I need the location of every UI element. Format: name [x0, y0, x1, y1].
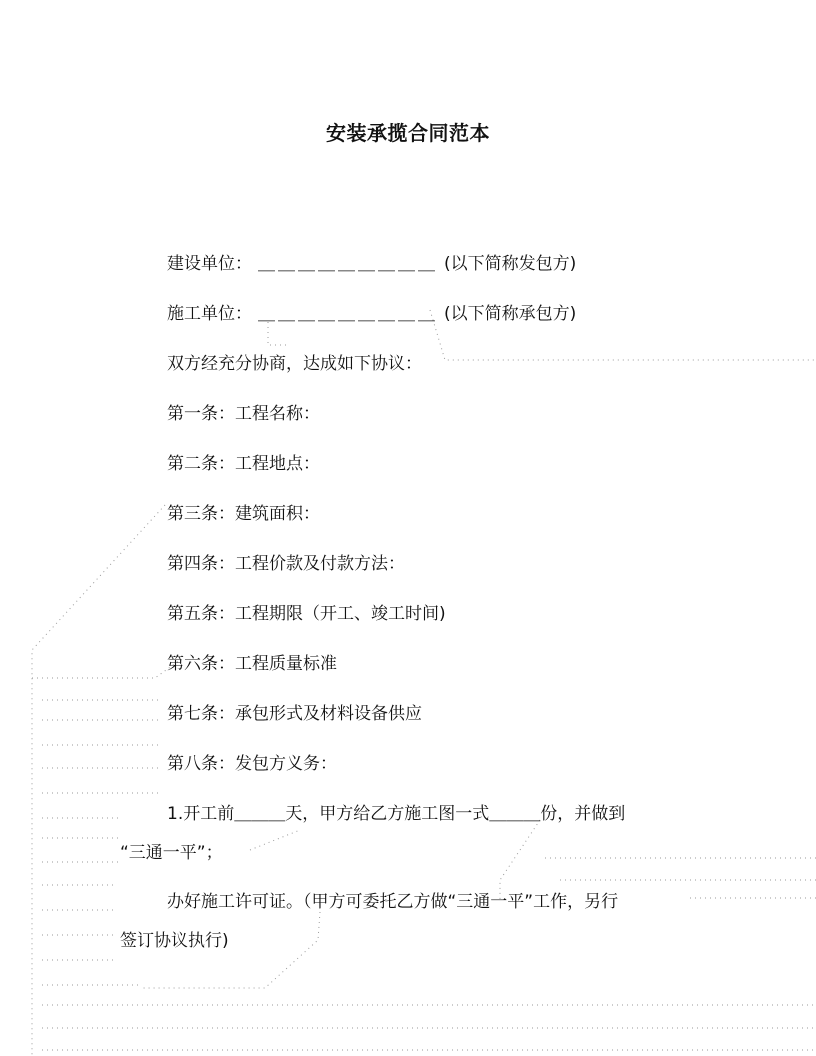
- article-4: 第四条：工程价款及付款方法：: [167, 554, 405, 574]
- dotted-line: [32, 660, 180, 678]
- article-2: 第二条：工程地点：: [167, 454, 320, 474]
- article-3: 第三条：建筑面积：: [167, 504, 320, 524]
- article-8: 第八条：发包方义务：: [167, 754, 337, 774]
- dotted-line: [500, 820, 540, 900]
- dotted-line: [250, 830, 300, 850]
- party-a-blank[interactable]: ＿＿＿＿＿＿＿＿＿: [258, 254, 438, 274]
- article-7: 第七条：承包形式及材料设备供应: [167, 704, 422, 724]
- article-1: 第一条：工程名称：: [167, 404, 320, 424]
- intro-line: 双方经充分协商，达成如下协议：: [167, 354, 422, 374]
- document-title: 安装承揽合同范本: [326, 121, 490, 145]
- clause-1-line-1: 1.开工前＿＿＿天，甲方给乙方施工图一式＿＿＿份，并做到: [167, 804, 626, 824]
- party-a-label: 建设单位：: [167, 254, 252, 274]
- clause-1-line-2: “三通一平”；: [120, 843, 223, 863]
- party-b-note: (以下简称承包方): [444, 304, 577, 324]
- party-b-line: [167, 302, 576, 326]
- article-6: 第六条：工程质量标准: [167, 654, 337, 674]
- party-a-line: [167, 252, 576, 276]
- clause-2-line-2: 签订协议执行): [120, 931, 229, 951]
- party-b-blank[interactable]: ＿＿＿＿＿＿＿＿＿: [258, 304, 438, 324]
- article-5: 第五条：工程期限（开工、竣工时间): [167, 604, 446, 624]
- dotted-line: [32, 505, 165, 1056]
- clause-2-line-1: 办好施工许可证。（甲方可委托乙方做“三通一平”工作，另行: [167, 892, 619, 912]
- party-b-label: 施工单位：: [167, 304, 252, 324]
- party-a-note: (以下简称发包方): [444, 254, 577, 274]
